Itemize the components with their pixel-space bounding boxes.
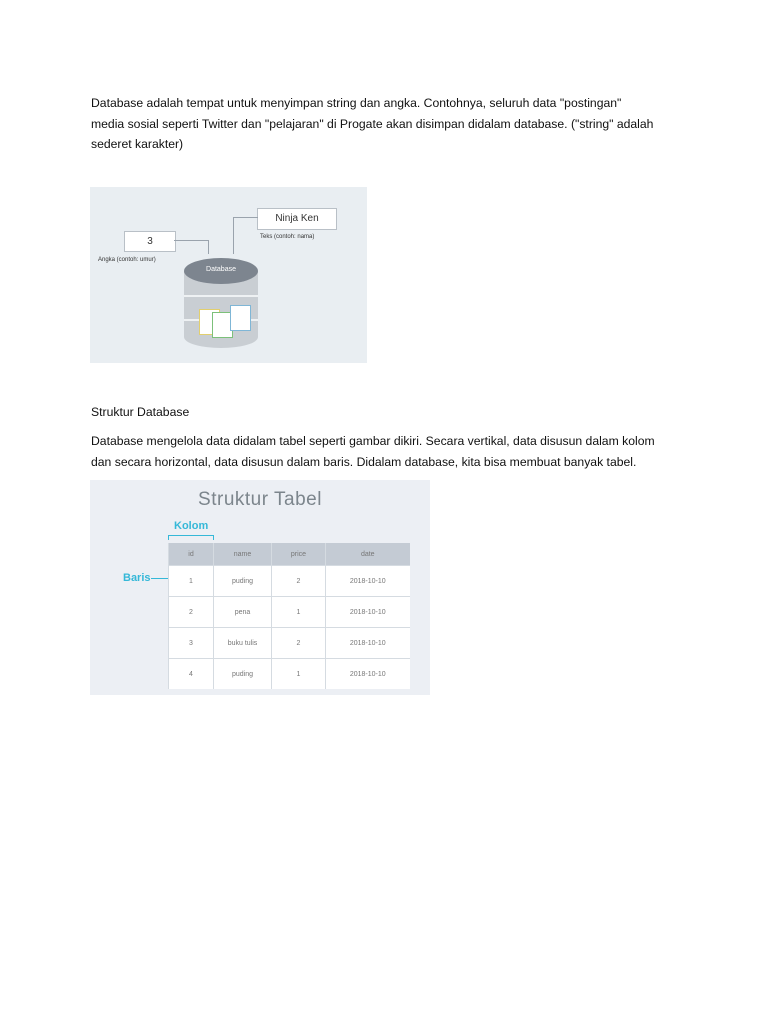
database-label: Database — [206, 266, 236, 273]
number-box: 3 — [124, 231, 176, 252]
table-cell: 2 — [272, 628, 326, 659]
structure-line-2: dan secara horizontal, data disusun dalam baris. Didalam database, kita bisa membuat banyak tabel. — [91, 454, 637, 469]
table-cell: 2 — [169, 597, 214, 628]
table-row — [169, 628, 410, 659]
structure-line-1: Database mengelola data didalam tabel seperti gambar dikiri. Secara vertikal, data disusun dalam kolom — [91, 434, 655, 448]
table-row — [169, 566, 410, 597]
intro-line-2: media sosial seperti Twitter dan "pelajaran" di Progate akan disimpan didalam database. ("string" adalah — [91, 116, 654, 131]
table-illustration-title: Struktur Tabel — [198, 489, 322, 510]
text-arrow — [233, 217, 258, 254]
row-pointer — [151, 578, 168, 579]
header-cell: name — [214, 543, 272, 566]
table-row — [169, 597, 410, 628]
table-cell: puding — [214, 566, 272, 597]
table-cell: 3 — [169, 628, 214, 659]
section-heading: Struktur Database — [91, 405, 190, 419]
table-header-row — [169, 543, 410, 566]
header-cell: price — [272, 543, 326, 566]
table-cell: puding — [214, 659, 272, 690]
column-label: Kolom — [174, 520, 209, 532]
example-table — [168, 543, 410, 689]
table-structure-illustration — [90, 480, 430, 695]
table-cell: 2018-10-10 — [326, 628, 410, 659]
intro-paragraph — [91, 93, 691, 155]
table-cell: 4 — [169, 659, 214, 690]
header-cell: date — [326, 543, 410, 566]
table-cell: 2018-10-10 — [326, 597, 410, 628]
database-illustration — [90, 187, 367, 363]
cylinder-divider — [184, 295, 258, 297]
table-cell: pena — [214, 597, 272, 628]
number-arrow — [174, 240, 209, 254]
table-cell: buku tulis — [214, 628, 272, 659]
intro-line-1: Database adalah tempat untuk menyimpan string dan angka. Contohnya, seluruh data "postingan" — [91, 96, 622, 110]
table-cell: 2 — [272, 566, 326, 597]
table-cell: 2018-10-10 — [326, 659, 410, 690]
row-label: Baris — [123, 572, 151, 584]
text-box: Ninja Ken — [257, 208, 337, 230]
table-row — [169, 659, 410, 690]
table-cell: 1 — [272, 597, 326, 628]
table-cell: 1 — [169, 566, 214, 597]
structure-paragraph — [91, 431, 691, 472]
table-cell: 1 — [272, 659, 326, 690]
header-cell: id — [169, 543, 214, 566]
document-icon — [230, 305, 251, 331]
column-bracket — [168, 535, 214, 540]
number-caption: Angka (contoh: umur) — [98, 257, 156, 263]
text-caption: Teks (contoh: nama) — [260, 234, 315, 240]
table-cell: 2018-10-10 — [326, 566, 410, 597]
intro-line-3: sederet karakter) — [91, 137, 184, 151]
